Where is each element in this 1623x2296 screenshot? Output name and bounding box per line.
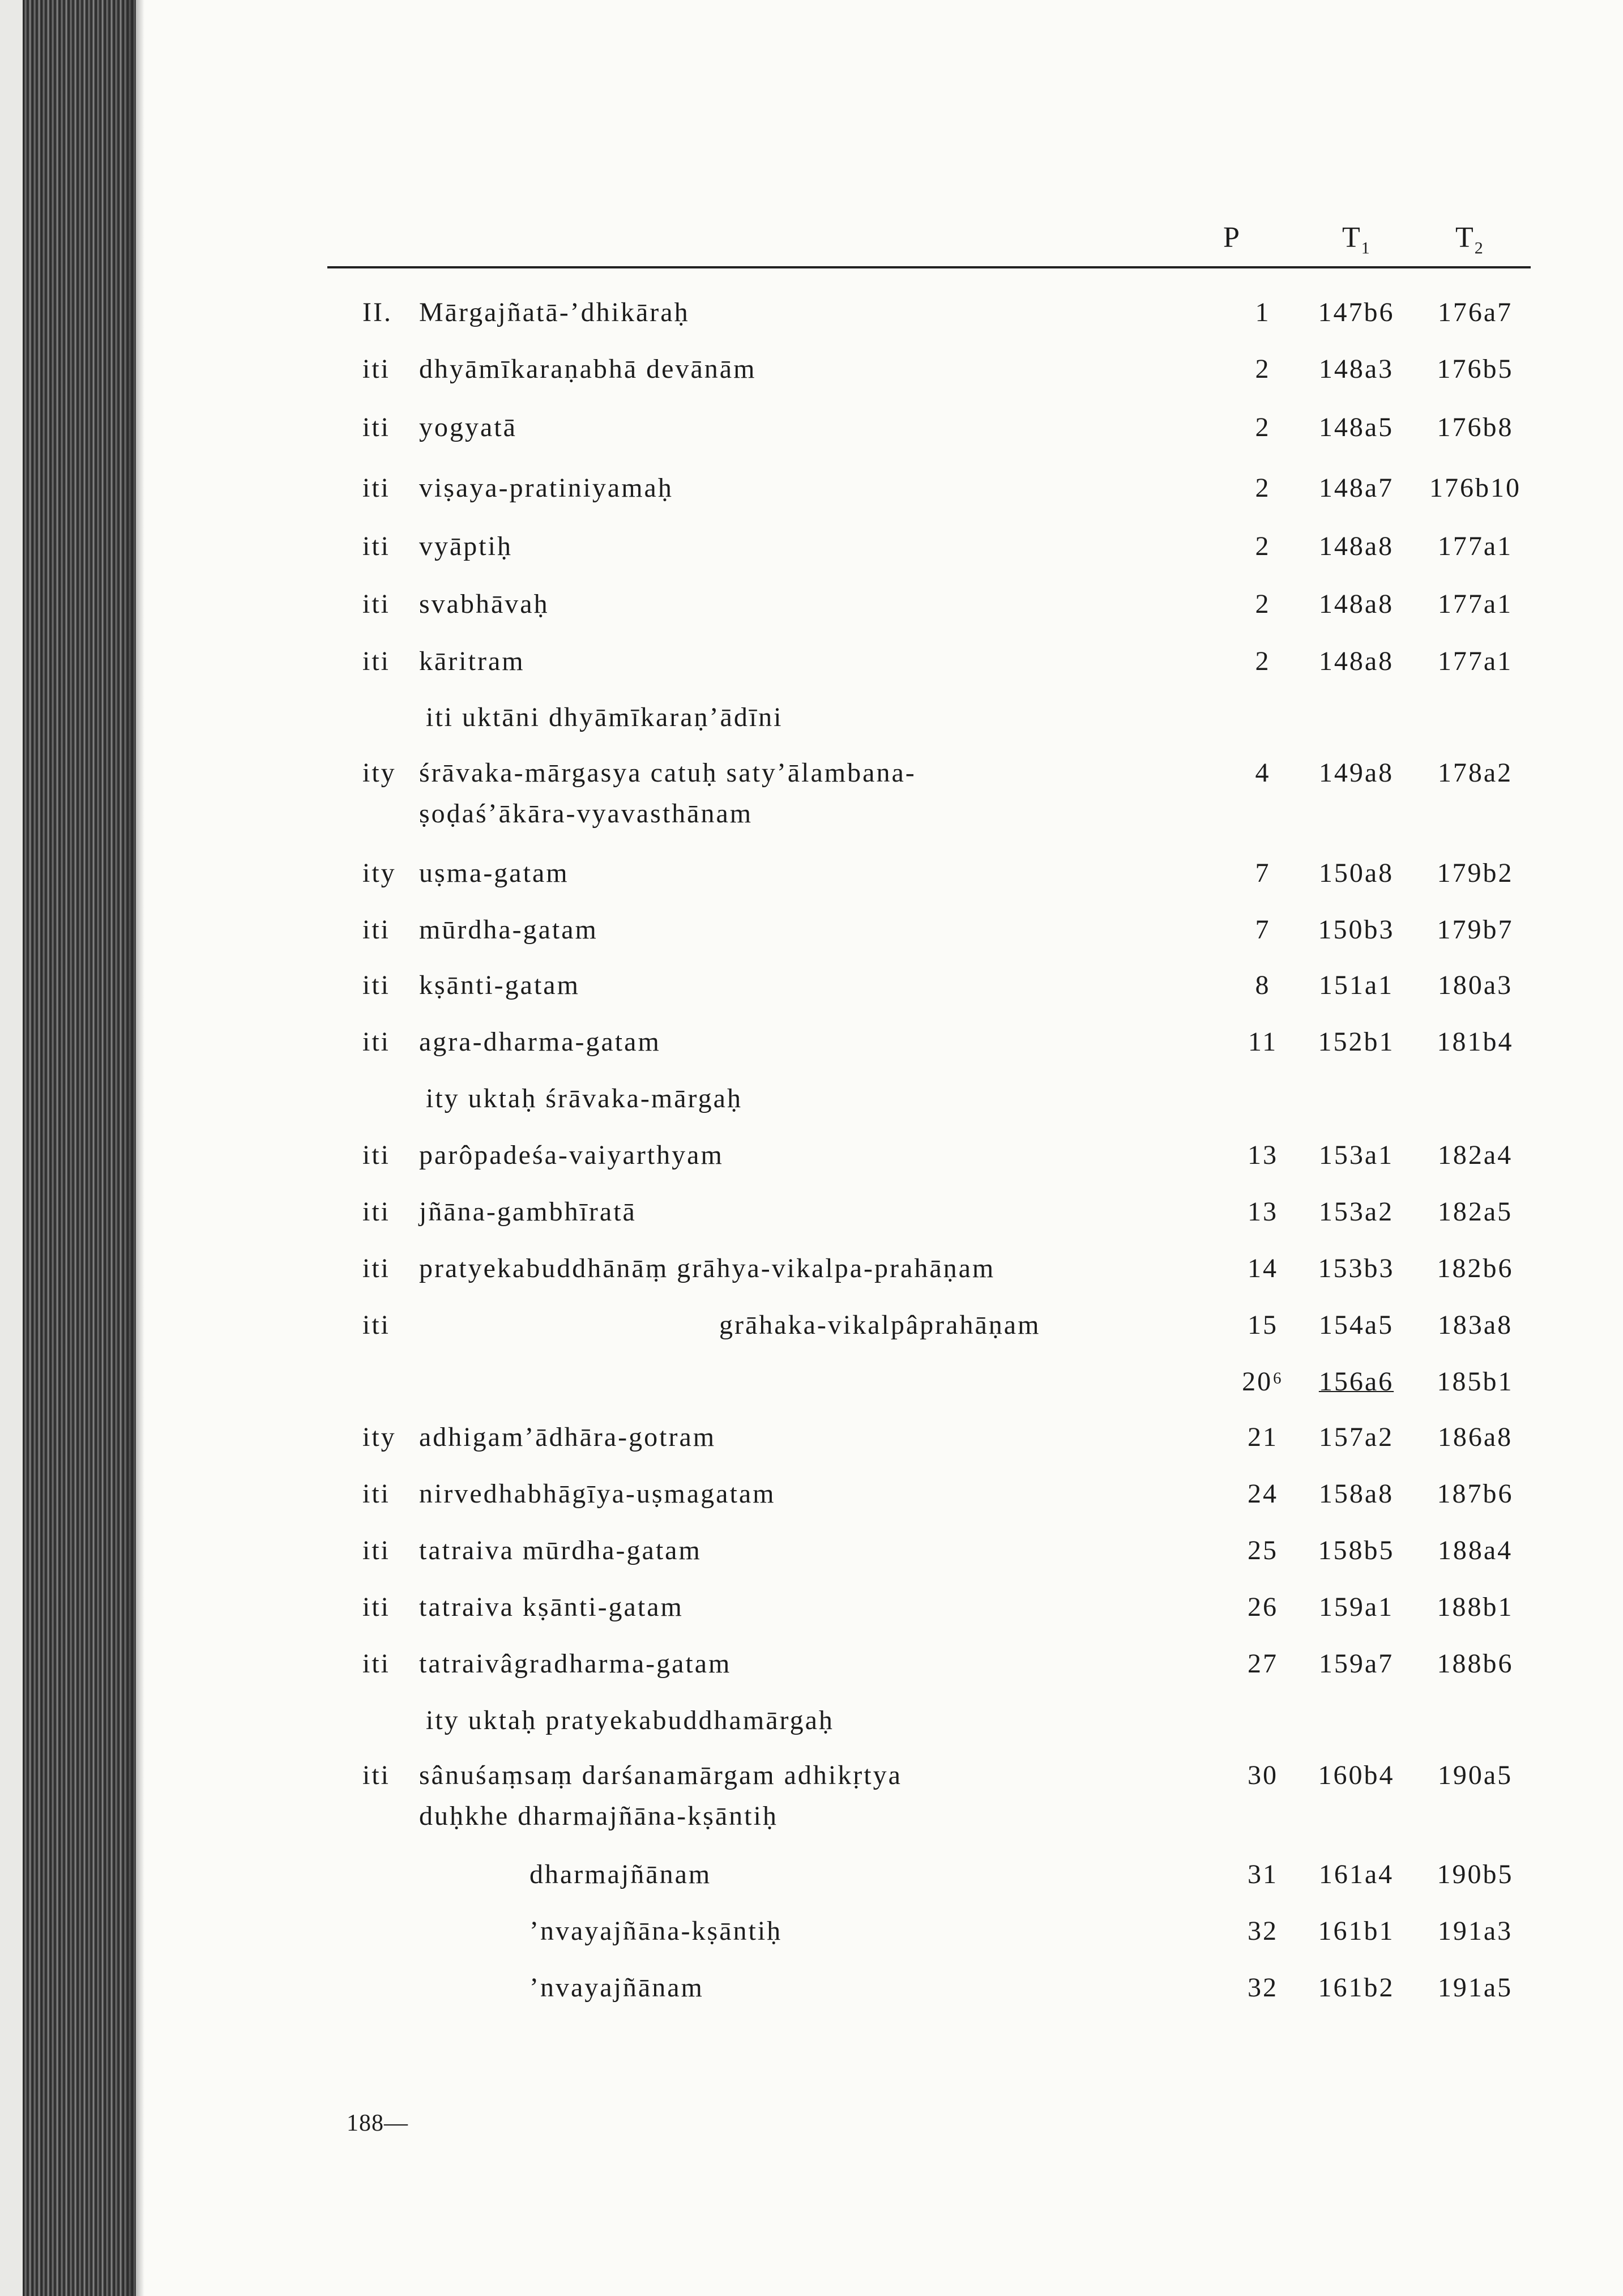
row-lead: ity: [362, 858, 396, 888]
row-p: 24: [1248, 1479, 1278, 1509]
row-t2: 177a1: [1437, 531, 1513, 561]
row-text: uṣma-gatam: [419, 858, 569, 888]
row-lead: ity: [362, 758, 396, 788]
row-t2: 188b6: [1437, 1649, 1514, 1679]
row-text: pratyekabuddhānāṃ grāhya-vikalpa-prahāṇam: [419, 1253, 996, 1283]
row-p: 32: [1248, 1916, 1278, 1946]
row-lead: iti: [362, 1197, 391, 1227]
row-p: 13: [1248, 1197, 1278, 1227]
row-p: 2: [1255, 354, 1271, 384]
row-lead: iti: [362, 531, 391, 561]
row-p: 2: [1255, 646, 1271, 676]
row-text: dharmajñānam: [529, 1859, 712, 1889]
row-t1: 152b1: [1318, 1027, 1395, 1057]
row-text: tatraiva kṣānti-gatam: [419, 1592, 684, 1622]
row-t2: 185b1: [1437, 1367, 1514, 1397]
row-t1: 150a8: [1318, 858, 1394, 888]
row-t1: 159a7: [1318, 1649, 1394, 1679]
row-t1: 148a7: [1318, 473, 1394, 503]
row-t2: 179b7: [1437, 915, 1514, 945]
header-rule: [327, 266, 1531, 268]
row-t2: 190b5: [1437, 1859, 1514, 1889]
row-text-continued: duḥkhe dharmajñāna-kṣāntiḥ: [419, 1801, 778, 1831]
column-header-t2: $T_2$: [1455, 221, 1484, 258]
row-p: 27: [1248, 1649, 1278, 1679]
row-p: 2: [1255, 473, 1271, 503]
row-t1: 157a2: [1318, 1422, 1394, 1452]
row-t1: 153a1: [1318, 1140, 1394, 1170]
row-t1: 148a5: [1318, 412, 1394, 442]
row-text: adhigam’ādhāra-gotram: [419, 1422, 716, 1452]
row-text: śrāvaka-mārgasya catuḥ saty’ālambana-: [419, 758, 916, 788]
row-t1: 154a5: [1318, 1310, 1394, 1340]
row-lead: iti: [362, 1760, 391, 1790]
row-t1: 158b5: [1318, 1535, 1395, 1565]
row-t1: 148a8: [1318, 531, 1394, 561]
row-t2: 178a2: [1437, 758, 1513, 788]
row-p: 15: [1248, 1310, 1278, 1340]
row-p: 8: [1255, 970, 1271, 1000]
row-text: jñāna-gambhīratā: [419, 1197, 637, 1227]
row-t2: 190a5: [1437, 1760, 1513, 1790]
row-t2: 183a8: [1437, 1310, 1513, 1340]
row-lead: iti: [362, 589, 391, 619]
row-t1: 148a3: [1318, 354, 1394, 384]
scanned-page-edge: [0, 0, 136, 2296]
row-t2: 179b2: [1437, 858, 1514, 888]
row-t1: 153b3: [1318, 1253, 1395, 1283]
row-t2: 186a8: [1437, 1422, 1513, 1452]
row-t2: 188a4: [1437, 1535, 1513, 1565]
row-p: 26: [1248, 1592, 1278, 1622]
row-lead: ity: [362, 1422, 396, 1452]
row-t2: 188b1: [1437, 1592, 1514, 1622]
row-p: 32: [1248, 1973, 1278, 2003]
page-number: 188—: [347, 2110, 408, 2136]
row-lead: iti: [362, 1479, 391, 1509]
row-text: dhyāmīkaraṇabhā devānām: [419, 354, 757, 384]
row-lead: iti: [362, 915, 391, 945]
row-p: 14: [1248, 1253, 1278, 1283]
row-p: 2: [1255, 531, 1271, 561]
row-t2: 191a3: [1437, 1916, 1513, 1946]
row-lead: iti: [362, 646, 391, 676]
row-text: agra-dharma-gatam: [419, 1027, 661, 1057]
row-p: 4: [1255, 758, 1271, 788]
row-p: 13: [1248, 1140, 1278, 1170]
column-header-p: P: [1223, 221, 1241, 254]
row-t1: 156a6: [1318, 1367, 1394, 1397]
row-text: ity uktaḥ pratyekabuddhamārgaḥ: [426, 1705, 834, 1735]
row-text: tatraivâgradharma-gatam: [419, 1649, 732, 1679]
row-p: 7: [1255, 858, 1271, 888]
row-lead: II.: [362, 297, 392, 327]
row-p: 7: [1255, 915, 1271, 945]
row-text: parôpadeśa-vaiyarthyam: [419, 1140, 724, 1170]
row-text: svabhāvaḥ: [419, 589, 549, 619]
row-t1: 148a8: [1318, 646, 1394, 676]
row-t1: 161b1: [1318, 1916, 1395, 1946]
row-text: ity uktaḥ śrāvaka-mārgaḥ: [426, 1083, 742, 1113]
row-t1: 151a1: [1318, 970, 1394, 1000]
row-text: kāritram: [419, 646, 525, 676]
row-p: 21: [1248, 1422, 1278, 1452]
row-t2: 182a4: [1437, 1140, 1513, 1170]
row-lead: iti: [362, 1310, 391, 1340]
row-lead: iti: [362, 412, 391, 442]
row-t1: 153a2: [1318, 1197, 1394, 1227]
row-t1: 150b3: [1318, 915, 1395, 945]
row-t2: 182a5: [1437, 1197, 1513, 1227]
row-t2: 187b6: [1437, 1479, 1514, 1509]
row-t1: 160b4: [1318, 1760, 1395, 1790]
row-p: 20⁶: [1242, 1367, 1284, 1397]
row-text-continued: ṣoḍaś’ākāra-vyavasthānam: [419, 799, 753, 829]
row-text: tatraiva mūrdha-gatam: [419, 1535, 702, 1565]
row-t1: 147b6: [1318, 297, 1395, 327]
row-text: iti uktāni dhyāmīkaraṇ’ādīni: [426, 702, 783, 732]
row-lead: iti: [362, 354, 391, 384]
row-text: mūrdha-gatam: [419, 915, 598, 945]
row-lead: iti: [362, 1649, 391, 1679]
row-p: 2: [1255, 412, 1271, 442]
row-text: sânuśaṃsaṃ darśanamārgam adhikṛtya: [419, 1760, 902, 1790]
row-text: ’nvayajñāna-kṣāntiḥ: [529, 1916, 783, 1946]
row-p: 2: [1255, 589, 1271, 619]
row-p: 25: [1248, 1535, 1278, 1565]
row-p: 30: [1248, 1760, 1278, 1790]
row-t2: 177a1: [1437, 646, 1513, 676]
row-p: 31: [1248, 1859, 1278, 1889]
row-t2: 176a7: [1437, 297, 1513, 327]
row-text: yogyatā: [419, 412, 517, 442]
row-t2: 176b5: [1437, 354, 1514, 384]
row-t2: 181b4: [1437, 1027, 1514, 1057]
row-t2: 191a5: [1437, 1973, 1513, 2003]
row-t1: 161b2: [1318, 1973, 1395, 2003]
row-t1: 158a8: [1318, 1479, 1394, 1509]
row-lead: iti: [362, 1592, 391, 1622]
row-text: grāhaka-vikalpâprahāṇam: [719, 1310, 1041, 1340]
row-lead: iti: [362, 970, 391, 1000]
row-t2: 182b6: [1437, 1253, 1514, 1283]
column-header-t1: $T_1$: [1342, 221, 1371, 258]
row-text: vyāptiḥ: [419, 531, 512, 561]
row-p: 1: [1255, 297, 1271, 327]
row-t1: 149a8: [1318, 758, 1394, 788]
row-text: ’nvayajñānam: [529, 1973, 704, 2003]
row-t1: 161a4: [1318, 1859, 1394, 1889]
row-lead: iti: [362, 1140, 391, 1170]
row-t2: 176b8: [1437, 412, 1514, 442]
row-lead: iti: [362, 1253, 391, 1283]
row-lead: iti: [362, 473, 391, 503]
row-text: kṣānti-gatam: [419, 970, 580, 1000]
row-t2: 177a1: [1437, 589, 1513, 619]
row-t2: 176b10: [1429, 473, 1521, 503]
row-t2: 180a3: [1437, 970, 1513, 1000]
row-p: 11: [1248, 1027, 1278, 1057]
page-edge-shadow: [127, 0, 144, 2296]
row-text: nirvedhabhāgīya-uṣmagatam: [419, 1479, 776, 1509]
row-t1: 148a8: [1318, 589, 1394, 619]
row-text: viṣaya-pratiniyamaḥ: [419, 473, 673, 503]
row-t1: 159a1: [1318, 1592, 1394, 1622]
row-text: Mārgajñatā-’dhikāraḥ: [419, 297, 690, 327]
row-lead: iti: [362, 1027, 391, 1057]
row-lead: iti: [362, 1535, 391, 1565]
